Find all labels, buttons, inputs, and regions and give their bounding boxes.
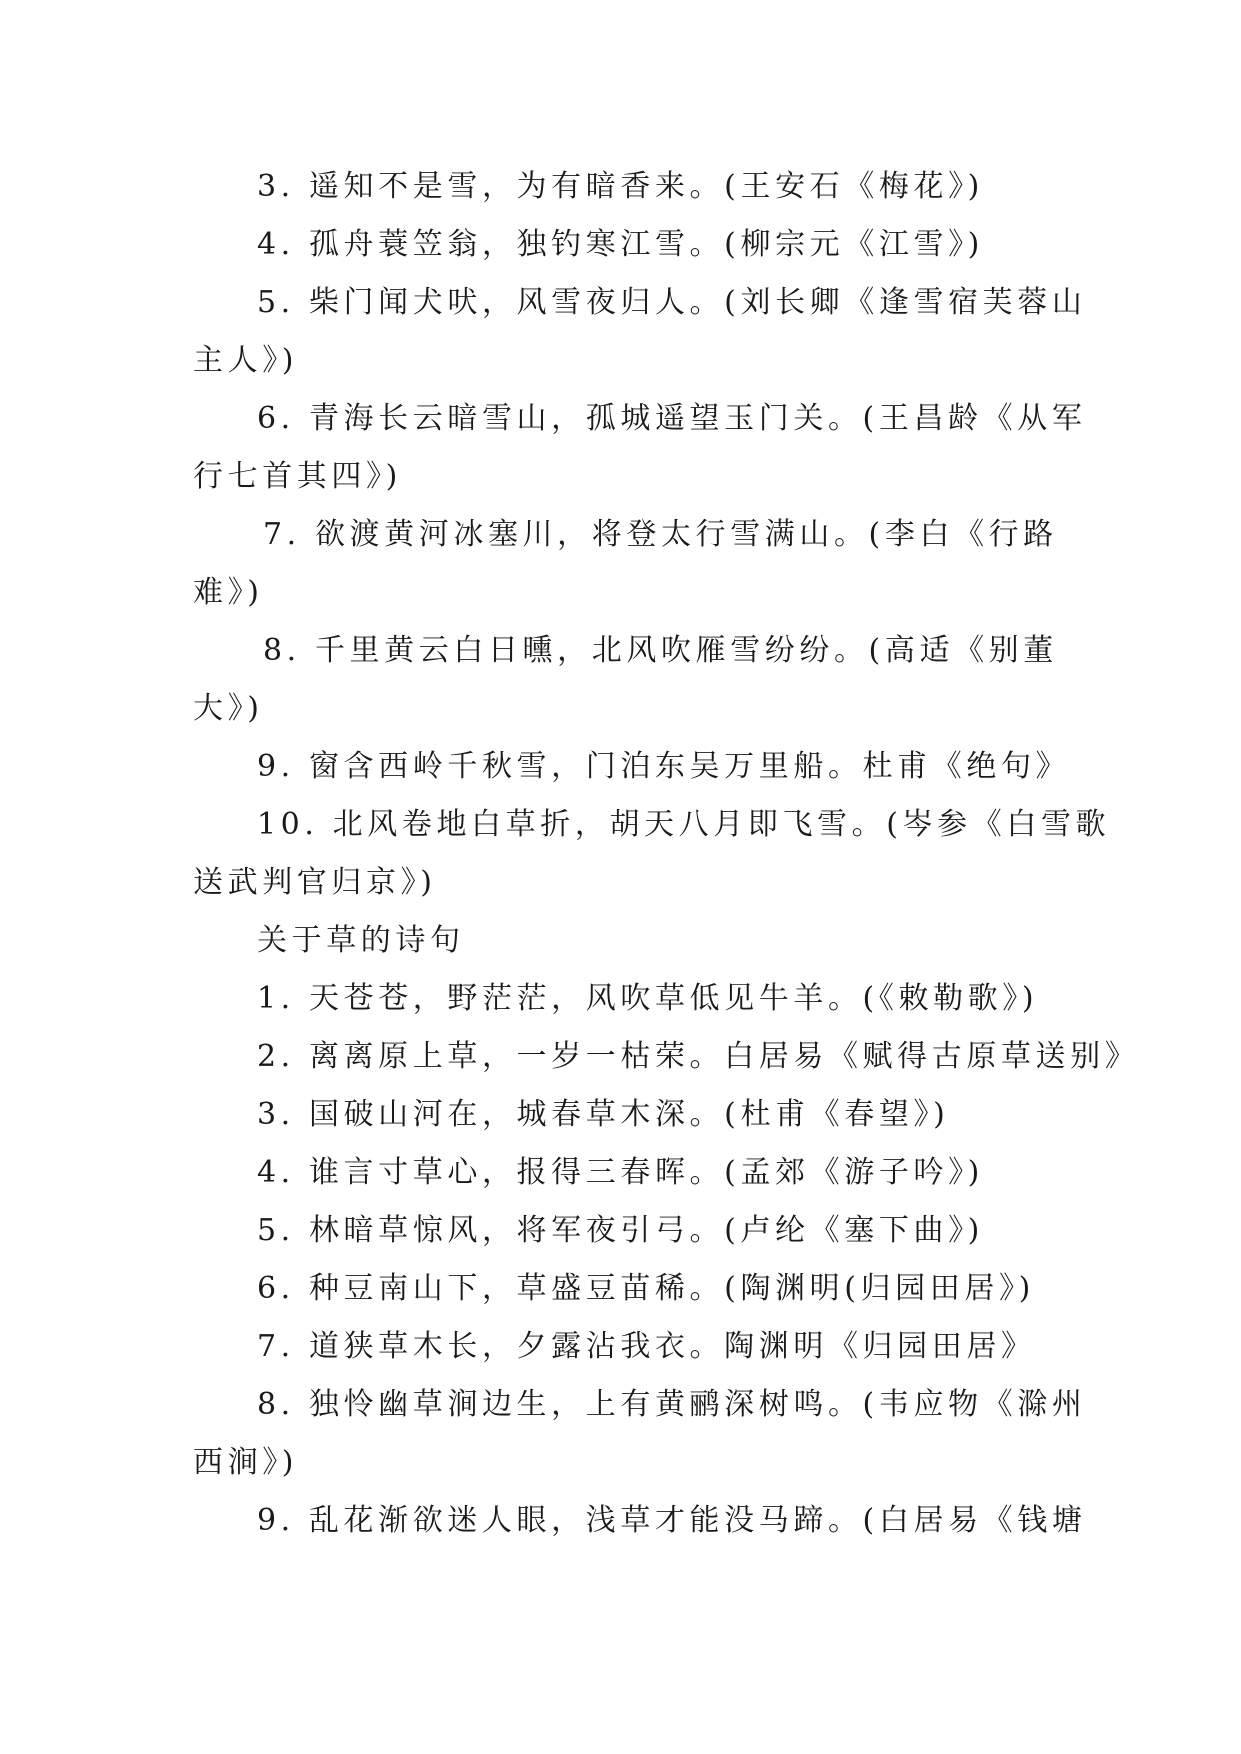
poem-line: 4. 孤舟蓑笠翁，独钓寒江雪。(柳宗元《江雪》) (257, 227, 984, 262)
poem-line: 4. 谁言寸草心，报得三春晖。(孟郊《游子吟》) (257, 1155, 984, 1190)
poem-line: 8. 千里黄云白日曛，北风吹雁雪纷纷。(高适《别董 (263, 633, 1058, 668)
poem-line: 3. 遥知不是雪，为有暗香来。(王安石《梅花》) (257, 169, 984, 204)
poem-line: 6. 种豆南山下，草盛豆苗稀。(陶渊明(归园田居》) (257, 1271, 1035, 1306)
poem-line: 8. 独怜幽草涧边生，上有黄鹂深树鸣。(韦应物《滁州 (257, 1387, 1087, 1422)
poem-line: 5. 林暗草惊风，将军夜引弓。(卢纶《塞下曲》) (257, 1213, 984, 1248)
section-heading: 关于草的诗句 (257, 923, 465, 958)
poem-line: 难》) (193, 575, 264, 610)
poem-line: 主人》) (193, 343, 299, 378)
poem-line: 10. 北风卷地白草折，胡天八月即飞雪。(岑参《白雪歌 (257, 807, 1111, 842)
poem-line: 7. 道狭草木长，夕露沾我衣。陶渊明《归园田居》 (257, 1329, 1036, 1364)
poem-line: 1. 天苍苍，野茫茫，风吹草低见牛羊。(《敕勒歌》) (257, 981, 1039, 1016)
poem-line: 2. 离离原上草，一岁一枯荣。白居易《赋得古原草送别》 (257, 1039, 1140, 1074)
poem-line: 西涧》) (193, 1445, 299, 1480)
poem-line: 行七首其四》) (193, 459, 402, 494)
poem-list (193, 158, 1140, 1550)
poem-line: 5. 柴门闻犬吠，风雪夜归人。(刘长卿《逢雪宿芙蓉山 (257, 285, 1087, 320)
poem-line: 6. 青海长云暗雪山，孤城遥望玉门关。(王昌龄《从军 (257, 401, 1087, 436)
poem-line: 大》) (193, 691, 264, 726)
poem-line: 3. 国破山河在，城春草木深。(杜甫《春望》) (257, 1097, 950, 1132)
poem-line: 9. 乱花渐欲迷人眼，浅草才能没马蹄。(白居易《钱塘 (257, 1503, 1087, 1538)
poem-line: 送武判官归京》) (193, 865, 437, 900)
poem-line: 9. 窗含西岭千秋雪，门泊东吴万里船。杜甫《绝句》 (257, 749, 1071, 784)
poem-line: 7. 欲渡黄河冰塞川，将登太行雪满山。(李白《行路 (263, 517, 1058, 552)
